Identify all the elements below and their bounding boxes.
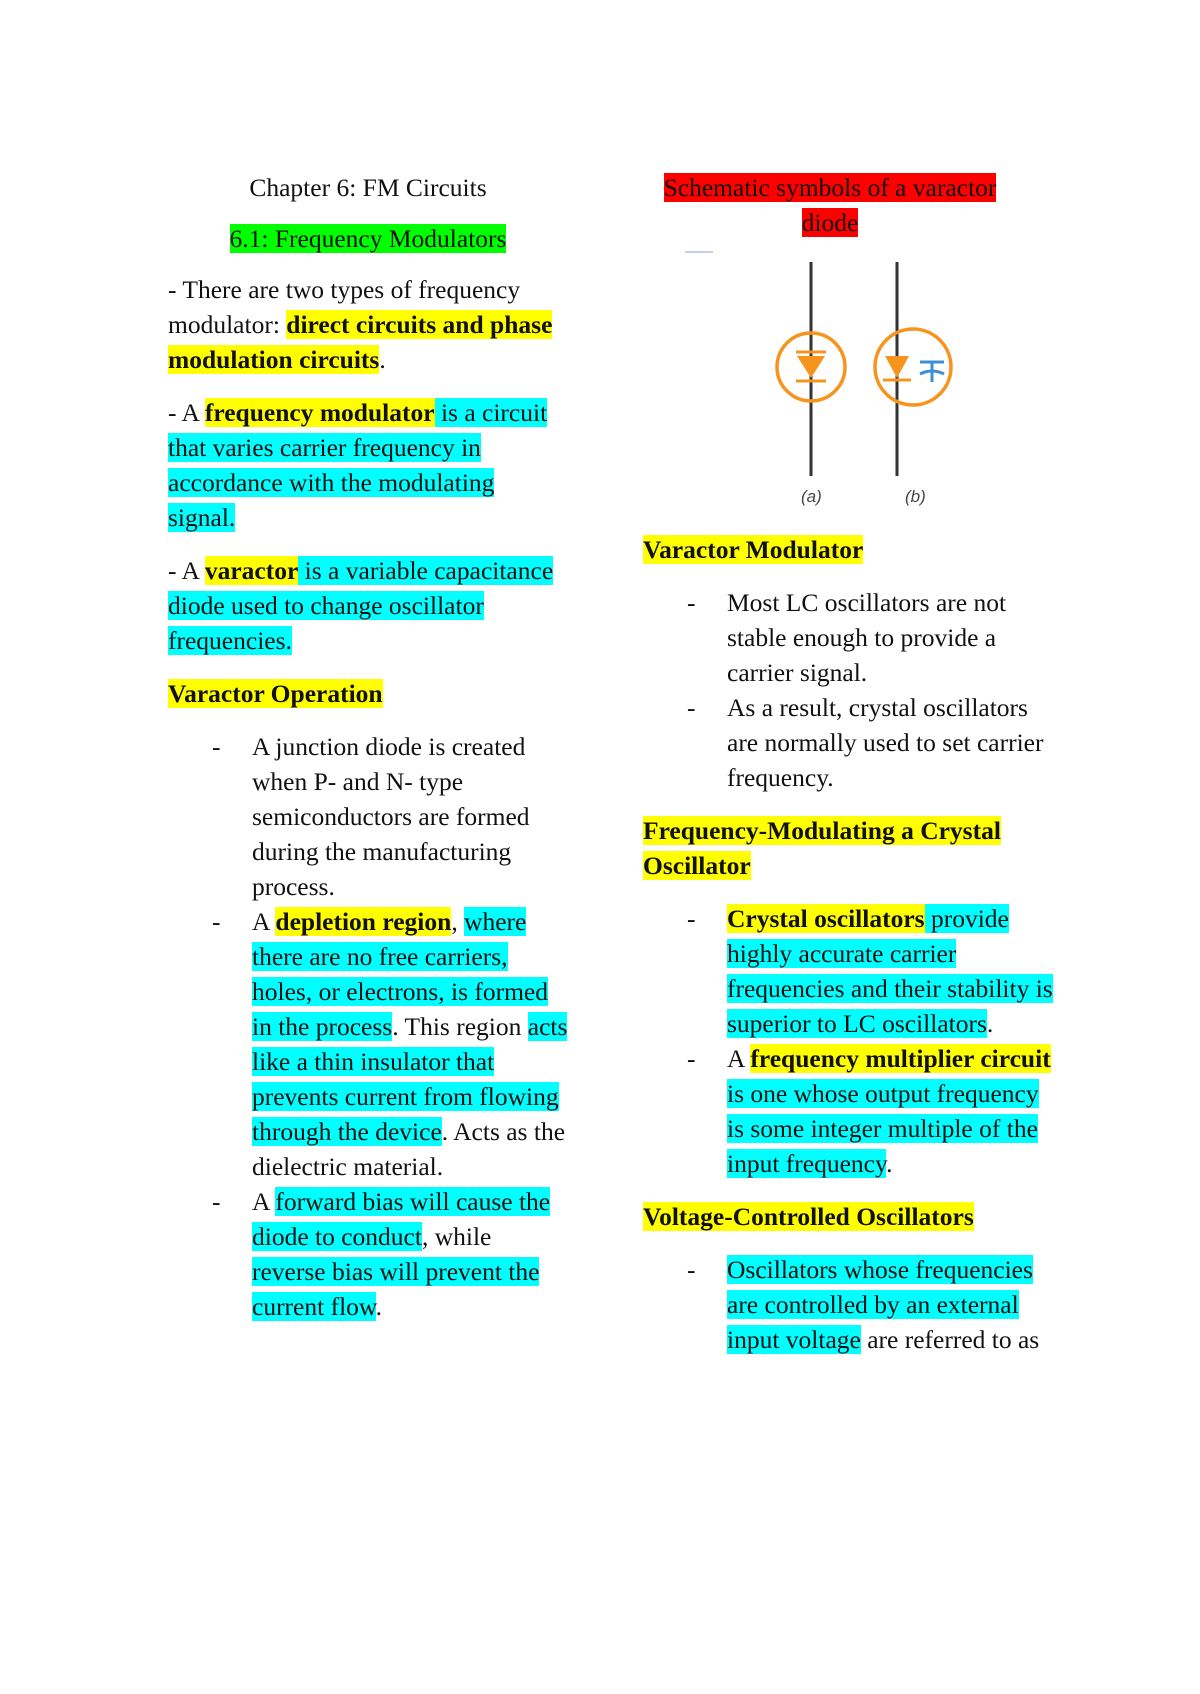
dash-bullet: - bbox=[687, 1044, 696, 1073]
varactor-symbol-a bbox=[777, 262, 845, 476]
symbol-b-diode-triangle bbox=[885, 356, 909, 378]
bias-middle: , while bbox=[421, 1222, 492, 1251]
figure-title bbox=[643, 170, 1017, 240]
crystal-oscillators-end: . bbox=[986, 1009, 994, 1038]
reverse-bias-text: reverse bias will prevent the current flow bbox=[252, 1257, 540, 1321]
depletion-comma: , bbox=[451, 907, 465, 936]
varactor-operation-list bbox=[168, 729, 568, 1324]
right-column bbox=[643, 170, 1053, 1375]
list-item-text: Most LC oscillators are not stable enough to provide a carrier signal. bbox=[727, 588, 1007, 687]
dash-bullet: - bbox=[212, 1187, 221, 1216]
chapter-title bbox=[168, 170, 568, 205]
heading-vco bbox=[643, 1199, 1053, 1234]
vco-definition: Oscillators whose frequencies are controlled by an external input voltage bbox=[727, 1255, 1033, 1354]
vco-list bbox=[643, 1252, 1053, 1357]
frequency-multiplier-definition: is one whose output frequency is some integer multiple of the input frequency bbox=[727, 1079, 1039, 1178]
dash-bullet: - bbox=[687, 1255, 696, 1284]
multiplier-prefix: A bbox=[727, 1044, 751, 1073]
dash-bullet: - bbox=[687, 693, 696, 722]
paragraph-modulator-types bbox=[168, 272, 568, 377]
bias-prefix: A bbox=[252, 1187, 276, 1216]
figure-label-a: (a) bbox=[801, 487, 822, 506]
dash-bullet: - bbox=[687, 588, 696, 617]
heading-varactor-operation bbox=[168, 676, 568, 711]
bias-end: . bbox=[375, 1292, 383, 1321]
dash-bullet: - bbox=[212, 732, 221, 761]
paragraph-modulator-types-end: . bbox=[379, 345, 386, 374]
multiplier-end: . bbox=[886, 1149, 893, 1178]
frequency-modulator-term: frequency modulator bbox=[204, 398, 435, 427]
heading-varactor-modulator-text: Varactor Modulator bbox=[643, 535, 864, 564]
figure-label-b: (b) bbox=[905, 487, 926, 506]
depletion-end: . Acts as the dielectric material. bbox=[252, 1117, 566, 1181]
depletion-definition: where there are no free carriers, holes, or electrons, is formed in the process bbox=[252, 907, 549, 1041]
section-title-text: 6.1: Frequency Modulators bbox=[229, 224, 507, 253]
list-item-text: A junction diode is created when P- and N- type semiconductors are formed during the manufacturing process. bbox=[252, 732, 530, 901]
depletion-prefix: A bbox=[252, 907, 276, 936]
heading-varactor-modulator bbox=[643, 532, 1053, 567]
list-item bbox=[643, 690, 1053, 795]
symbol-b-circle bbox=[875, 329, 951, 405]
heading-vco-text: Voltage-Controlled Oscillators bbox=[643, 1202, 974, 1231]
forward-bias-text: forward bias will cause the diode to conduct bbox=[252, 1187, 551, 1251]
paragraph-frequency-modulator bbox=[168, 395, 568, 535]
list-item bbox=[643, 1252, 1053, 1357]
frequency-multiplier-term: frequency multiplier circuit bbox=[750, 1044, 1051, 1073]
varactor-term: varactor bbox=[204, 556, 299, 585]
figure-title-text: Schematic symbols of a varactor diode bbox=[663, 173, 997, 237]
paragraph-varactor bbox=[168, 553, 568, 658]
varactor-definition: is a variable capacitance diode used to change oscillator frequencies. bbox=[168, 556, 554, 655]
frequency-modulator-prefix: - A bbox=[168, 398, 205, 427]
depletion-middle: . This region bbox=[392, 1012, 528, 1041]
heading-crystal-oscillator-text: Frequency-Modulating a Crystal Oscillator bbox=[643, 816, 1001, 880]
varactor-modulator-list bbox=[643, 585, 1053, 795]
list-item bbox=[168, 904, 568, 1184]
crystal-oscillators-definition: provide highly accurate carrier frequencies and their stability is superior to LC oscillators bbox=[727, 904, 1053, 1038]
paragraph-modulator-types-intro: - There are two types of frequency modulator: bbox=[168, 275, 521, 339]
section-title bbox=[168, 221, 568, 256]
dash-bullet: - bbox=[212, 907, 221, 936]
depletion-insulator: acts like a thin insulator that prevents current from flowing through the device bbox=[252, 1012, 568, 1146]
chapter-title-text: Chapter 6: FM Circuits bbox=[249, 173, 487, 202]
depletion-region-term: depletion region bbox=[275, 907, 452, 936]
list-item bbox=[643, 901, 1053, 1041]
varactor-symbol-b bbox=[875, 262, 951, 476]
list-item bbox=[168, 1184, 568, 1324]
crystal-oscillator-list bbox=[643, 901, 1053, 1181]
list-item bbox=[643, 1041, 1053, 1181]
heading-crystal-oscillator bbox=[643, 813, 1053, 883]
symbol-a-diode-triangle bbox=[797, 356, 825, 378]
modulator-types-highlight: direct circuits and phase modulation circuits bbox=[168, 310, 553, 374]
varactor-prefix: - A bbox=[168, 556, 205, 585]
heading-varactor-operation-text: Varactor Operation bbox=[168, 679, 383, 708]
list-item bbox=[168, 729, 568, 904]
varactor-diode-figure bbox=[643, 244, 1053, 514]
crystal-oscillators-term: Crystal oscillators bbox=[727, 904, 925, 933]
dash-bullet: - bbox=[687, 904, 696, 933]
list-item bbox=[643, 585, 1053, 690]
frequency-modulator-definition: is a circuit that varies carrier frequency in accordance with the modulating signal. bbox=[168, 398, 548, 532]
vco-definition-end: are referred to as bbox=[860, 1325, 1040, 1354]
left-column bbox=[168, 170, 568, 1342]
varactor-symbols-svg bbox=[643, 244, 973, 514]
list-item-text: As a result, crystal oscillators are normally used to set carrier frequency. bbox=[727, 693, 1044, 792]
